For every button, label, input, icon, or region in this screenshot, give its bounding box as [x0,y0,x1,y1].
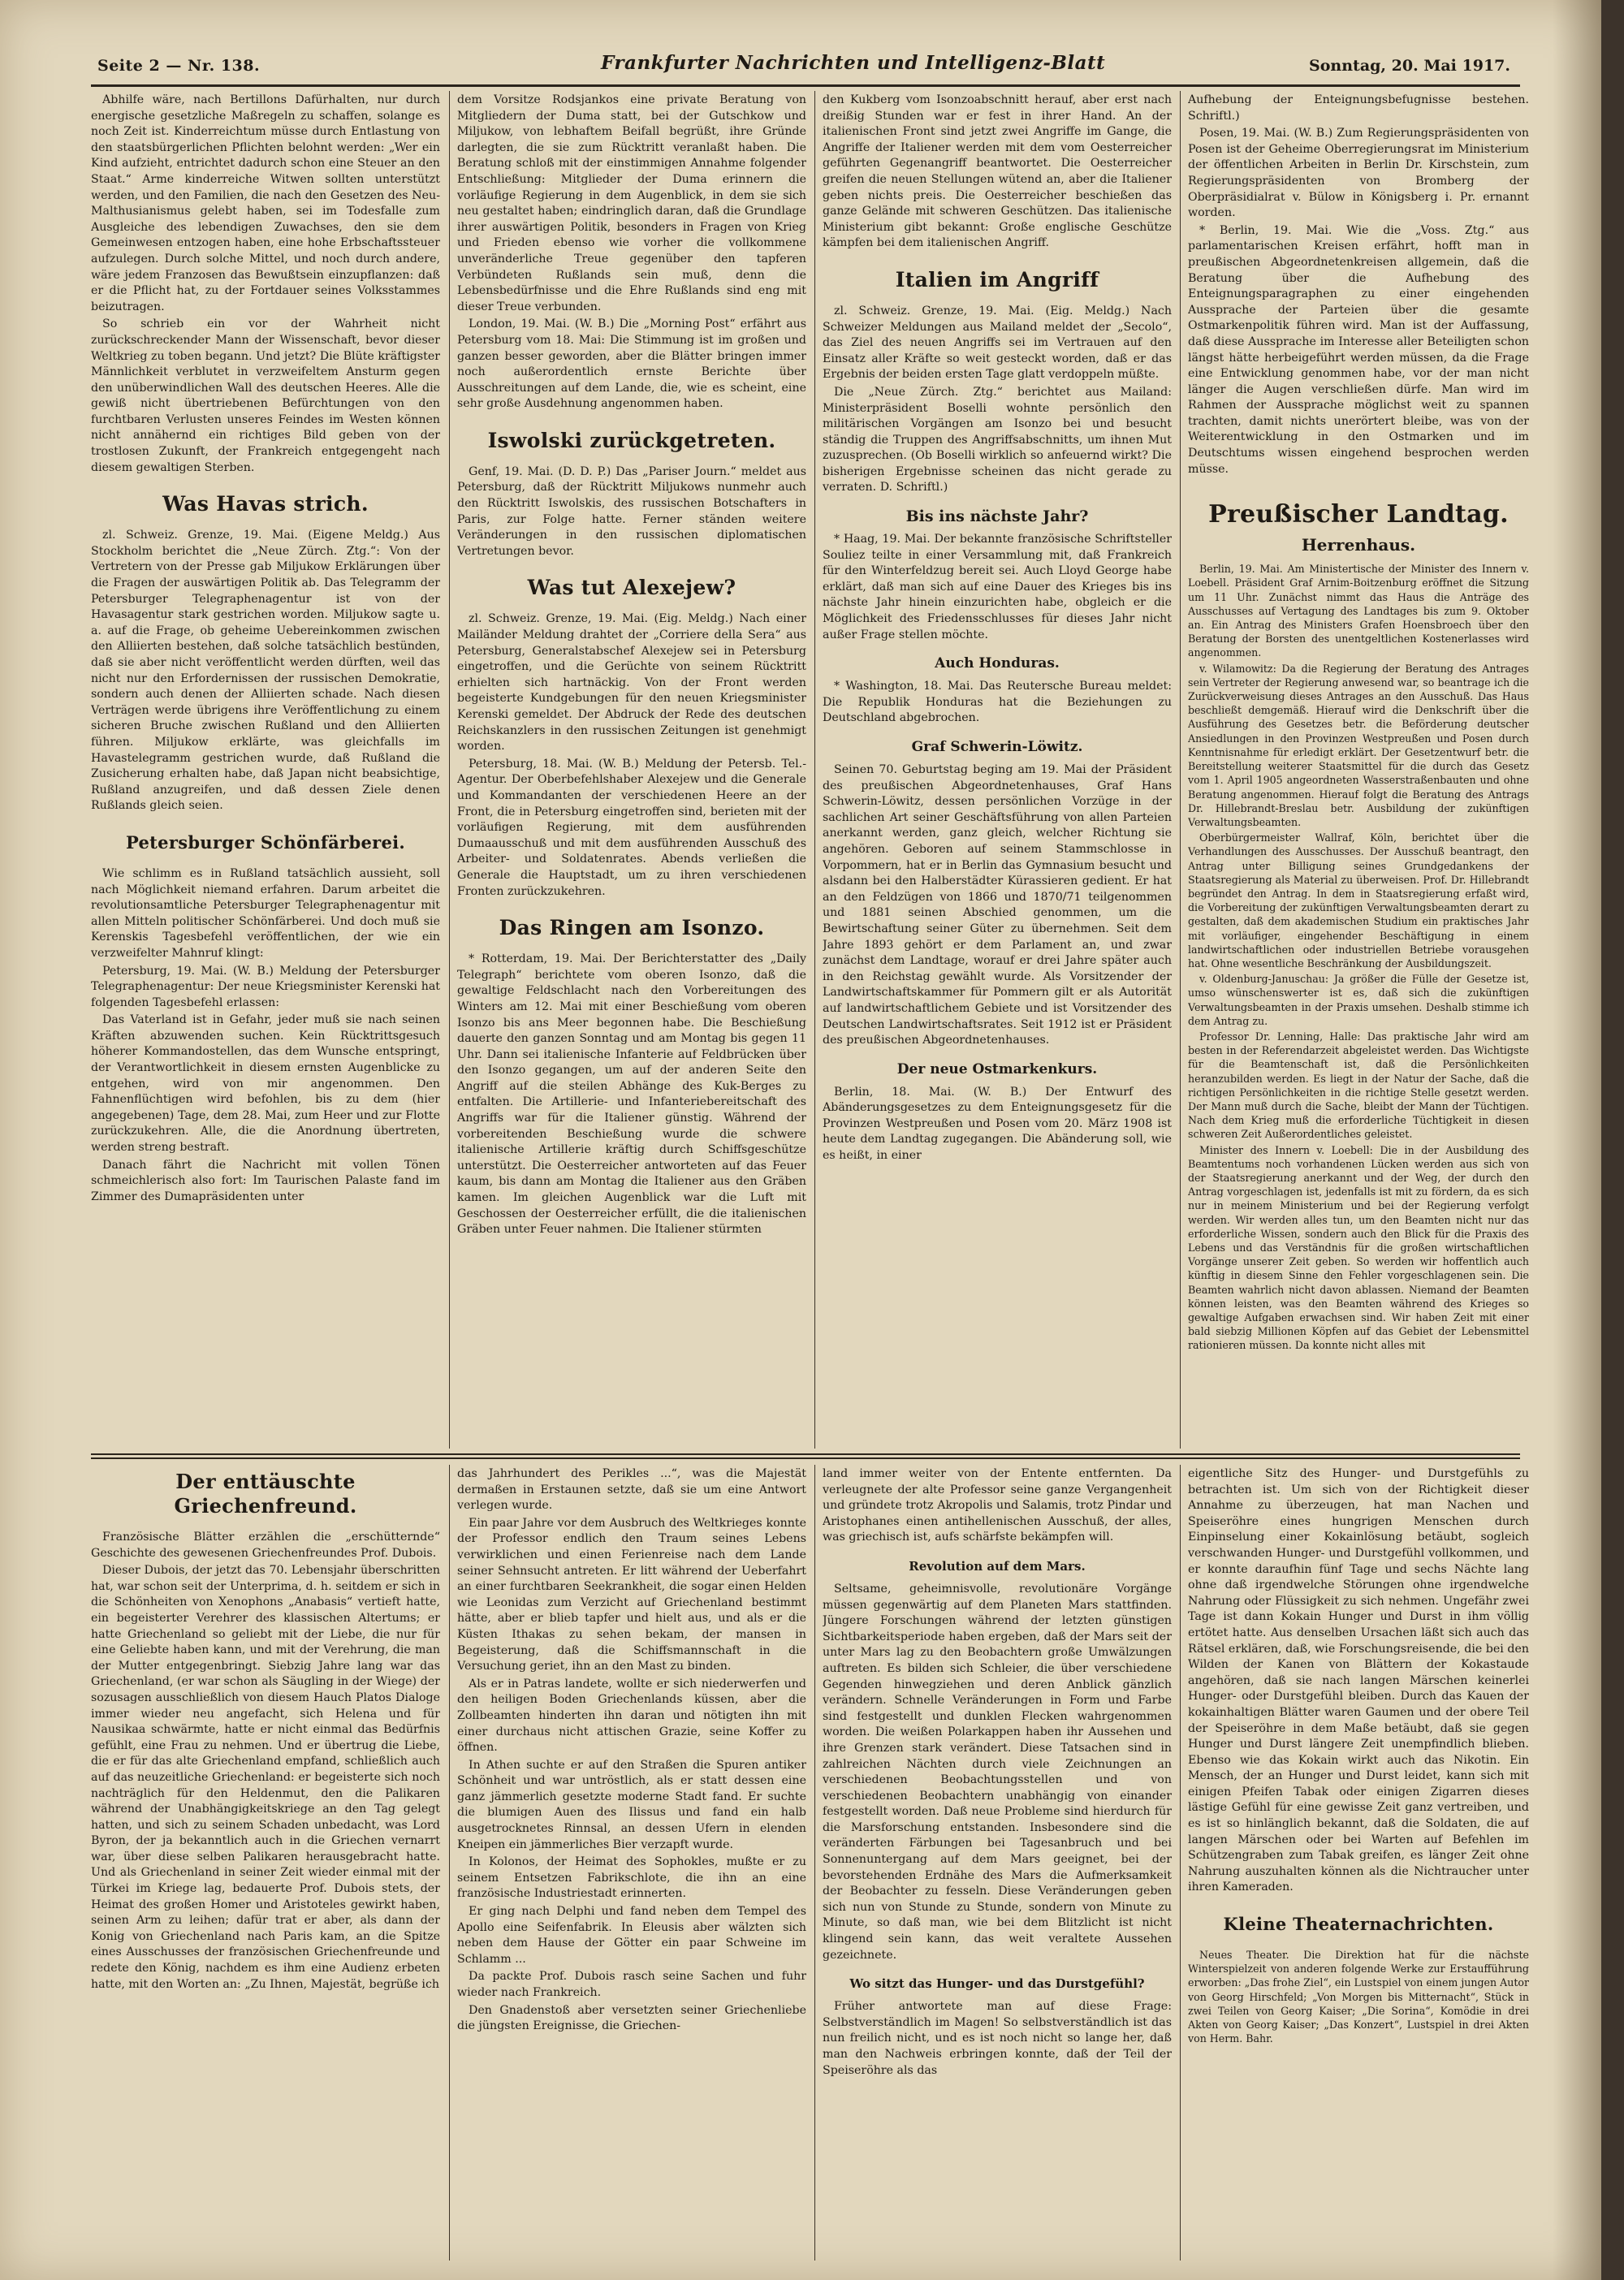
column-divider [1180,1465,1181,2261]
article-text: So schrieb ein vor der Wahrheit nicht zurückschreckender Mann der Wissenschaft, bevor dieser Weltkrieg zu toben begann. Und jetzt? Die Blüte kräftigster Männlichkeit verblutet in verzweifeltem Ansturm gegen den unüberwindlichen Wall des deutschen Heeres. Alle die gewiß nicht übertriebenen Befürchtungen von den furchtbaren Verlusten unseres Feindes im Westen können nicht annähernd ein richtiges Bild geben von der trostlosen Zukunft, der Frankreich entgegengeht nach diesem gewaltigen Sterben. [91,317,440,474]
newspaper-title: Frankfurter Nachrichten und Intelligenz-Blatt [601,52,1106,74]
headline-schwerin: Graf Schwerin-Löwitz. [911,739,1083,755]
header-rule [91,84,1520,87]
article-text: Da packte Prof. Dubois rasch seine Sachen und fuhr wieder nach Frankreich. [457,1970,806,1999]
headline-theater: Kleine Theaternachrichten. [1223,1914,1494,1935]
article-text: zl. Schweiz. Grenze, 19. Mai. (Eigene Meldg.) Aus Stockholm berichtet die „Neue Zürch. Ztg.“: Von der Vertretern von der Presse gab Miljukow Erklärungen über die Fragen der auswärtigen Politik ab. Das Telegramm der Petersburger Telegraphenagentur ist von der Havasagentur stark gestrichen worden. Miljukow sagte u. a. auf die Frage, ob geheime Uebereinkommen zwischen den Alliierten bestehen, daß solche tatsächlich bestünden, daß sie aber nicht veröffentlicht werden dürften, weil das nicht nur den Erfordernissen der russischen Demokratie, sondern auch denen der Alliierten schade. Nach diesen Verträgen werde übrigens ihre Veröffentlichung zu einem sicheren Bruche zwischen Rußland und den Alliierten führen. Miljukow erklärte, was gleichfalls im Havastelegramm gestrichen wurde, daß Rußland die Zusicherung erhalten habe, daß Japan nicht beabsichtige, Rußland anzugreifen, und daß dessen Ziele denen Rußlands gleich seien. [91,529,440,813]
issue-date: Sonntag, 20. Mai 1917. [1309,57,1510,75]
headline-ostmarken: Der neue Ostmarkenkurs. [896,1060,1098,1077]
column-6 [457,1466,806,2262]
article-text: Das Vaterland ist in Gefahr, jeder muß sie nach seinen Kräften abzuwenden suchen. Kein Rücktrittsgesuch höherer Kommandostellen, das dem Wunsche entspringt, der Verantwortlichkeit in diesem ernsten Augenblicke zu entgehen, wird von mir angenommen. Den Fahnenflüchtigen wird befohlen, bis zu dem (hier angegebenen) Tage, dem 28. Mai, zum Heer und zur Flotte zurückzukehren. Alle, die die Anordnung übertreten, werden streng bestraft. [91,1013,440,1155]
column-divider [814,91,815,1449]
article-text: den Kukberg vom Isonzoabschnitt herauf, aber erst nach dreißig Stunden war er fest in ihrer Hand. An der italienischen Front sind jetzt zwei Angriffe im Gange, die Angriffe der Italiener werden mit dem vom Oesterreicher geführten Gegenangriff beantwortet. Die Oesterreicher greifen die neuen Stellungen wütend an, aber die Italiener geben nichts preis. Die Oesterreicher beschießen das ganze Gelände mit schweren Geschützen. Das italienische Ministerium gibt bekannt: Große englische Geschütze kämpfen bei dem italienischen Angriff. [823,93,1172,250]
headline-havas: Was Havas strich. [162,492,369,516]
article-text: Petersburg, 19. Mai. (W. B.) Meldung der Petersburger Telegraphenagentur: Der neue Kriegsminister Kerenski hat folgenden Tagesbefehl erlassen: [91,964,440,1009]
headline-naechstes-jahr: Bis ins nächste Jahr? [905,507,1089,526]
article-text: Er ging nach Delphi und fand neben dem Tempel des Apollo eine Seifenfabrik. In Eleusis aber wälzten sich neben dem Hause der Götter ein paar Schweine im Schlamm ... [457,1905,806,1966]
article-text: das Jahrhundert des Perikles ...“, was die Majestät dermaßen in Erstaunen setzte, daß sie um eine Antwort verlegen wurde. [457,1467,806,1513]
article-text: Berlin, 19. Mai. Am Ministertische der Minister des Innern v. Loebell. Präsident Graf Arnim-Boitzenburg eröffnet die Sitzung um 11 Uhr. Zunächst nimmt das Haus die Anträge des Ausschusses auf Vertagung des Landtages bis zum 9. Oktober an. Ein Antrag des Ministers Grafen Hoensbroech über den Beratung der Borsten des unentgeltlichen Kostenerlasses wird angenommen. [1188,563,1529,659]
article-text: Als er in Patras landete, wollte er sich niederwerfen und den heiligen Boden Griechenlands küssen, aber die Zollbeamten hinderten ihn daran und nötigten ihn mit einer durchaus nicht attischen Grazie, seine Koffer zu öffnen. [457,1677,806,1755]
scan-edge [1601,0,1624,2280]
article-text: In Kolonos, der Heimat des Sophokles, mußte er zu seinem Entsetzen Fabrikschlote, die ihn an eine französische Industriestadt erinnerten. [457,1855,806,1901]
article-text: Dieser Dubois, der jetzt das 70. Lebensjahr überschritten hat, war schon seit der Unterprima, d. h. seitdem er sich in die Schönheiten von Xenophons „Anabasis“ vertieft hatte, ein begeisterter Verehrer des klassischen Altertums; er hatte Griechenland so geliebt mit der Liebe, die nur für eine Geliebte haben kann, und mit der Verehrung, die man der Mutter entgegenbringt. Siebzig Jahre lang war das Griechenland, (er war schon als Säugling in der Wiege) der sozusagen ausschließlich von diesem Hauch Platos Dialoge immer wieder neu angefacht, sich Helena und für Nausikaa schwärmte, hatte er nicht einmal das Bedürfnis gefühlt, eine Frau zu nehmen. Und er übertrug die Liebe, die er für das alte Griechenland empfand, schließlich auch auf das neuzeitliche Griechenland: er begeisterte sich noch nachträglich für den Heldenmut, den die Palikaren während der Unabhängigkeitskriege an den Tag gelegt hatten, und sich zu seinem Schaden unbedacht, was Lord Byron, der ja bekanntlich auch in die Griechen vernarrt war, über diese selben Palikaren herausgebracht hatte. Und als Griechenland in seiner Zeit wieder einmal mit der Türkei im Kriege lag, bedauerte Prof. Dubois stets, der Heimat des großen Homer und Aristoteles gewirkt haben, seinen Arm zu leihen; dafür trat er aber, als dann der Konig von Griechenland nach Paris kam, an die Spitze eines Ausschusses der französischen Griechenfreunde und redete den König, nachdem es ihm eine Audienz erbeten hatte, mit den Worten an: „Zu Ihnen, Majestät, begrüße ich [91,1564,440,1991]
article-text: In Athen suchte er auf den Straßen die Spuren antiker Schönheit und war untröstlich, als er statt dessen eine ganz jämmerlich gesetzte moderne Stadt fand. Er suchte die blumigen Auen des Ilissus und fand ein halb ausgetrocknetes Rinnsal, an dessen Ufern in elenden Kneipen ein jämmerliches Bier verzapft wurde. [457,1758,806,1851]
headline-honduras: Auch Honduras. [935,655,1060,672]
article-text: * Haag, 19. Mai. Der bekannte französische Schriftsteller Souliez teilte in einer Versammlung mit, daß Frankreich für den Winterfeldzug bereit sei. Auch Lloyd George habe erklärt, daß man sich auf eine Dauer des Krieges bis ins nächste Jahr hinein einzurichten habe, obgleich er die Möglichkeit des Friedensschlusses für dieses Jahr nicht außer Frage stellen möchte. [823,533,1172,641]
feuilleton-rule [91,1453,1520,1455]
headline-mars: Revolution auf dem Mars. [909,1558,1086,1574]
column-3 [823,93,1172,1449]
article-text: Seinen 70. Geburtstag beging am 19. Mai der Präsident des preußischen Abgeordnetenhauses, Graf Hans Schwerin-Löwitz, dessen persönlichen Vorzüge in der sachlichen Art seiner Geschäftsführung von allen Parteien anerkannt werden, ganz gleich, welcher Richtung sie angehören. Geboren auf seinem Stammschlosse in Vorpommern, hat er in Berlin das Gymnasium besucht und alsdann bei den Halberstädter Kürassieren gedient. Er hat an den Feldzügen von 1866 und 1870/71 teilgenommen und 1881 seinen Abschied genommen, um die Bewirtschaftung seiner Güter zu übernehmen. Seit dem Jahre 1893 gehört er dem Parlament an, und zwar zunächst dem Landtage, worauf er drei Jahre später auch in den Reichstag gewählt wurde. Als Vorsitzender der Landwirtschaftskammer für Pommern gilt er als Autorität auf landwirtschaftlichem Gebiete und ist Vorsitzender des Deutschen Landwirtschaftsrates. Seit 1912 ist er Präsident des preußischen Abgeordnetenhauses. [823,763,1172,1047]
article-text: zl. Schweiz. Grenze, 19. Mai. (Eig. Meldg.) Nach einer Mailänder Meldung drahtet der „Corriere della Sera“ aus Petersburg, Generalstabschef Alexejew sei in Petersburg eingetroffen, und die Gerüchte von seinem Rücktritt erhielten sich hartnäckig. Von der Front werden begeisterte Kundgebungen für den neuen Kriegsminister Kerenski gemeldet. Der Abdruck der Rede des deutschen Reichskanzlers in den russischen Zeitungen ist genehmigt worden. [457,612,806,754]
article-text: Wie schlimm es in Rußland tatsächlich aussieht, soll nach Möglichkeit niemand erfahren. Darum arbeitet die revolutionsamtliche Petersburger Telegraphenagentur mit allen Mitteln politischer Schönfärberei. Und doch muß sie Kerenskis Tagesbefehl veröffentlichen, der wie ein verzweifelter Mahnruf klingt: [91,866,440,960]
column-divider [1180,91,1181,1449]
article-text: Berlin, 18. Mai. (W. B.) Der Entwurf des Abänderungsgesetzes zu dem Enteignungsgesetz für die Provinzen Westpreußen und Posen vom 20. März 1908 ist heute dem Landtag zugegangen. Die Abänderung soll, wie es heißt, in einer [823,1085,1172,1163]
article-text: Petersburg, 18. Mai. (W. B.) Meldung der Petersb. Tel.-Agentur. Der Oberbefehlshaber Alexejew und die Generale und Kommandanten der verschiedenen Heere an der Front, die in Petersburg eingetroffen sind, berieten mit der vorläufigen Regierung, mit dem ausführenden Dumaausschuß und mit dem ausführenden Ausschuß des Arbeiter- und Soldatenrates. Abends verließen die Generale die Hauptstadt, um zu ihren verschiedenen Fronten zurückzukehren. [457,757,806,898]
headline-griechenfreund: Der enttäuschte Griechenfreund. [174,1470,357,1518]
article-text: land immer weiter von der Entente entfernten. Da verleugnete der alte Professor seine ganze Vergangenheit und gründete trotz Akropolis und Salamis, trotz Pindar und Aristophanes einen antihellenischen Ausschuß, der alles, was griechisch ist, aufs schärfste bekämpfen will. [823,1467,1172,1544]
article-text: eigentliche Sitz des Hunger- und Durstgefühls zu betrachten ist. Um sich von der Richtigkeit dieser Annahme zu überzeugen, hat man Nachen und Speiseröhre eines hungrigen Menschen durch Einpinselung einer Kokainlösung betäubt, sogleich verschwanden Hunger- und Durstgefühl vollkommen, und er konnte daraufhin fünf Tage und sechs Nächte lang ohne daß irgendwelche Störungen ohne irgendwelche Nahrung oder Flüssigkeit zu sich nehmen. Ungefähr zwei Tage ist dann Kokain Hunger und Durst in ihm völlig ertötet hatte. Aus denselben Ursachen läßt sich auch das Rätsel erklären, daß, wie Forschungsreisende, die bei den Wilden der Kanen von Blättern der Kokastaude angehören, daß sie nach langen Märschen keinerlei Hunger- oder Durstgefühl bleiben. Durch das Kauen der kokainhaltigen Blätter waren Gaumen und der obere Teil der Speiseröhre in dem Maße betäubt, daß sie gegen Hunger und Durst längere Zeit unempfindlich blieben. Ebenso wie das Kokain wirkt auch das Nikotin. Ein Mensch, der an Hunger und Durst leidet, kann sich mit einigen Pfeifen Tabak oder einigen Zigarren dieses lästige Gefühl für eine gewisse Zeit ganz vertreiben, und es ist so hinlänglich bekannt, daß die Soldaten, die auf langen Märschen oder bei Warten auf Befehlen im Schützengraben zum Tabak greifen, es länger Zeit ohne Nahrung auszuhalten können als die Nichtraucher unter ihren Kameraden. [1188,1467,1529,1894]
headline-iswolski: Iswolski zurückgetreten. [487,428,776,452]
column-7 [823,1466,1172,2262]
article-text: Danach fährt die Nachricht mit vollen Tönen schmeichlerisch also fort: Im Taurischen Palaste fand im Zimmer des Dumapräsidenten unter [91,1158,440,1203]
article-text: Ein paar Jahre vor dem Ausbruch des Weltkrieges konnte der Professor endlich den Traum seines Lebens verwirklichen und einen Ferienreise nach dem Lande seiner Sehnsucht antreten. Er litt während der Ueberfahrt an einer furchtbaren Seekrankheit, die sogar einen Helden wie Leonidas zum Verzicht auf Griechenland bestimmt hätte, aber er blieb tapfer und hielt aus, und als er die Küsten Ithakas zu sehen bekam, der mansen in Begeisterung, daß die Schiffsmannschaft in die Versuchung geriet, ihn an den Mast zu binden. [457,1516,806,1673]
article-text: Früher antwortete man auf diese Frage: Selbstverständlich im Magen! So selbstverständlich ist das nun freilich nicht, und es ist noch nicht so lange her, daß man den Nachweis erbringen konnte, daß der Teil der Speiseröhre als das [823,2000,1172,2077]
article-text: Französische Blätter erzählen die „erschütternde“ Geschichte des gewesenen Griechenfreundes Prof. Dubois. [91,1531,440,1560]
headline-italien: Italien im Angriff [895,267,1099,291]
article-text: v. Oldenburg-Januschau: Ja größer die Fülle der Gesetze ist, umso wünschenswerter ist es, daß sich die zukünftigen Verwaltungsbeamten in der Praxis umsehen. Deshalb stimme ich dem Antrag zu. [1188,973,1529,1027]
article-text: Neues Theater. Die Direktion hat für die nächste Winterspielzeit von anderen folgende Werke zur Erstaufführung erworben: „Das frohe Ziel“, ein Lustspiel von einem jungen Autor von Georg Hirschfeld; „Von Morgen bis Mitternacht“, Stück in zwei Teilen von Georg Kaiser; „Die Sorina“, Komödie in drei Akten von Georg Kaiser; „Das Konzert“, Lustspiel in drei Akten von Herm. Bahr. [1188,1949,1529,2045]
article-text: London, 19. Mai. (W. B.) Die „Morning Post“ erfährt aus Petersburg vom 18. Mai: Die Stimmung ist im großen und ganzen besser geworden, aber die Blätter bringen immer noch außerordentlich ernste Berichte über Ausschreitungen auf dem Lande, die, wie es scheint, eine sehr große Ausdehnung angenommen haben. [457,317,806,411]
article-text: * Rotterdam, 19. Mai. Der Berichterstatter des „Daily Telegraph“ berichtete vom oberen Isonzo, daß die gewaltige Feldschlacht nach den Vorbereitungen des Winters am 12. Mai mit einer Beschießung vom oberen Isonzo bis ans Meer begonnen habe. Die Beschießung dauerte den ganzen Sonntag und am Montag bis gegen 11 Uhr. Dann sei italienische Infanterie auf Feldbrücken über den Isonzo gegangen, um auf der anderen Seite den Angriff auf die steilen Abhänge des Kuk-Berges zu entfalten. Die Artillerie- und Infanteriebereitschaft des Angriffs war für die Italiener günstig. Während der vorbereitenden Beschießung wurde die schwere italienische Artillerie kräftig durch Schiffsgeschütze unterstützt. Die Oesterreicher antworteten auf das Feuer kaum, bis dann am Montag die Italiener aus den Gräben kamen. Im gleichen Augenblick war die Luft mit Geschossen der Oesterreicher erfüllt, die die italienischen Gräben unter Feuer nahmen. Die Italiener stürmten [457,952,806,1237]
column-5 [91,1466,440,2262]
column-divider [814,1465,815,2261]
headline-alexejew: Was tut Alexejew? [527,576,736,600]
article-text: Oberbürgermeister Wallraf, Köln, berichtet über die Verhandlungen des Ausschusses. Der Ausschuß beantragt, den Antrag unter Billigung seines Grundgedankens der Staatsregierung als Material zu überweisen. Prof. Dr. Hillebrandt begründet den Antrag. In dem in Staatsregierung erfaßt wird, die Vorbereitung der zukünftigen Verwaltungsbeamten derart zu gestalten, daß dem akademischen Studium ein praktisches Jahr mit vorläufiger, eingehender Beschäftigung in einem landwirtschaftlichen oder industriellen Betriebe vorausgehen hat. Ohne wesentliche Beschränkung der Ausbildungszeit. [1188,831,1529,969]
article-text: Posen, 19. Mai. (W. B.) Zum Regierungspräsidenten von Posen ist der Geheime Oberregierungsrat im Ministerium der öffentlichen Arbeiten in Berlin Dr. Kirschstein, zum Regierungspräsidenten von Bromberg der Oberpräsidialrat v. Bülow in Königsberg i. Pr. ernannt worden. [1188,127,1529,220]
article-text: v. Wilamowitz: Da die Regierung der Beratung des Antrages sein Vertreter der Regierung anwesend war, so beantrage ich die Zurückverweisung dieses Antrages an den Ausschuß. Das Haus beschließt demgemäß. Hierauf wird die Denkschrift über die Ausführung des Gesetzes betr. die Beförderung deutscher Ansiedlungen in den Provinzen Westpreußen und Posen durch Kenntnisnahme für erledigt erklärt. Der Gesetzentwurf betr. die Bereitstellung weiterer Staatsmittel für die durch das Gesetz vom 1. April 1905 angeordneten Wasserstraßenbauten und ohne Beratung angenommen. Hierauf folgt die Beratung des Antrags Dr. Hillebrandt-Breslau betr. Ausbildung der zukünftigen Verwaltungsbeamten. [1188,662,1529,828]
page-number: Seite 2 — Nr. 138. [97,57,261,75]
column-divider [449,91,450,1449]
article-text: Genf, 19. Mai. (D. D. P.) Das „Pariser Journ.“ meldet aus Petersburg, daß der Rücktritt Miljukows nunmehr auch den Rücktritt Iswolskis, des russischen Botschafters in Paris, zur Folge hatte. Ferner ständen weitere Veränderungen in den russischen diplomatischen Vertretungen bevor. [457,464,806,558]
headline-landtag: Preußischer Landtag. [1208,500,1509,529]
column-1 [91,93,440,1449]
article-text: Minister des Innern v. Loebell: Die in der Ausbildung des Beamtentums noch vorhandenen Lücken werden aus sich von der Staatsregierung anerkannt und der Weg, der durch den Antrag vorgeschlagen ist, jedenfalls ist mit zu fördern, da es sich nur in meinem Ministerium und bei der Regierung verfolgt werden. Wir werden alles tun, um den Beamten nicht nur das erforderliche Wissen, sondern auch den Blick für die Praxis des Lebens und das Verständnis für die großen wirtschaftlichen Vorgänge unserer Zeit geben. So werden wir hoffentlich auch künftig in diesem Sinne den Fehler vorgeschlagenen sein. Die Beamten wahrlich nicht davon ablassen. Niemand der Beamten können leisten, was den Beamten während des Krieges so gewaltige Aufgaben erwachsen sind. Wir haben Zeit mit einer bald siebzig Millionen Köpfen auf das Gebiet der Lebensmittel rationieren müssen. Da konnte nicht alles mit [1188,1143,1529,1352]
article-text: * Washington, 18. Mai. Das Reutersche Bureau meldet: Die Republik Honduras hat die Beziehungen zu Deutschland abgebrochen. [823,680,1172,725]
article-text: Seltsame, geheimnisvolle, revolutionäre Vorgänge müssen gegenwärtig auf dem Planeten Mars stattfinden. Jüngere Forschungen während der letzten günstigen Sichtbarkeitsperiode haben ergeben, daß der Mars seit der unter Mars lag zu den Beobachtern große Umwälzungen auftreten. Es bilden sich Schleier, die über verschiedene Gegenden hinwegziehen und deren Anblick gänzlich verändern. Schnelle Veränderungen in Form und Farbe sind festgestellt und dunklen Flecken wahrgenommen worden. Die weißen Polarkappen haben ihr Aussehen und ihre Grenzen stark verändert. Diese Tatsachen sind in zahlreichen Nächten durch viele Zeichnungen an verschiedenen Beobachtungsstellen und von verschiedenen Beobachtern unabhängig von einander festgestellt worden. Daß neue Probleme sind hierdurch für die Marsforschung entstanden. Insbesondere sind die veränderten Färbungen bei Tagesanbruch und bei Sonnenuntergang auf dem Mars geeignet, bei der bevorstehenden Erdnähe des Mars die Aufmerksamkeit der Beobachter zu fesseln. Diese Veränderungen geben sich nun von Stunde zu Stunde, sondern von Minute zu Minute, so daß man, wie bei dem Blitzlicht ist nicht klingend sein kann, das weit veraltete Aussehen gezeichnete. [823,1582,1172,1962]
article-text: Die „Neue Zürch. Ztg.“ berichtet aus Mailand: Ministerpräsident Boselli wohnte persönlich den militärischen Vorgängen am Isonzo bei und besucht ständig die Truppen des Angriffsabschnitts, um ihnen Mut zuzusprechen. (Ob Boselli wirklich so anfeuernd wirkt? Die bisherigen Ergebnisse scheinen das nicht gerade zu verraten. D. Schriftl.) [823,385,1172,494]
article-text: Aufhebung der Enteignungsbefugnisse bestehen. Schriftl.) [1188,93,1529,123]
article-text: Abhilfe wäre, nach Bertillons Dafürhalten, nur durch energische gesetzliche Maßregeln zu schaffen, solange es noch Zeit ist. Kinderreichtum müsse durch Entlastung von den staatsbürgerlichen Pflichten belohnt werden: „Wer ein Kind aufzieht, entrichtet dadurch schon eine Steuer an den Staat.“ Arme kinderreiche Witwen sollten unterstützt werden, und den Familien, die nach den Gesetzen des Neu-Malthusianismus gelebt haben, sei im Todesfalle zum Ausgleiche des lebendigen Zuwachses, den sie dem Gemeinwesen entzogen haben, eine hohe Erbschaftssteuer aufzulegen. Durch solche Mittel, und noch durch andere, wäre jedem Franzosen das Bewußtsein einzupflanzen: daß er die Pflicht hat, zu der Fortdauer seines Volksstammes beizutragen. [91,93,440,313]
subheadline-herrenhaus: Herrenhaus. [1301,535,1416,555]
article-text: Professor Dr. Lenning, Halle: Das praktische Jahr wird am besten in der Referendarzeit abgeleistet werden. Das Wichtigste für die Beamtenschaft ist, daß die Persönlichkeiten heranzubilden werden. Es liegt in der Natur der Sache, daß die richtigen Persönlichkeiten in die richtige Stelle gesetzt werden. Der Mann muß durch die Sache, bleibt der Mann der Tüchtigen. Nach dem Krieg muß die erforderliche Tüchtigkeit in diesen schweren Zeit Außerordentliches geleistet. [1188,1030,1529,1141]
column-divider [449,1465,450,2261]
column-8 [1188,1466,1529,2262]
feuilleton-rule [91,1457,1520,1459]
column-4 [1188,93,1529,1449]
column-2 [457,93,806,1449]
headline-hunger: Wo sitzt das Hunger- und das Durstgefühl? [849,1976,1145,1992]
article-text: * Berlin, 19. Mai. Wie die „Voss. Ztg.“ aus parlamentarischen Kreisen erfährt, hofft man in preußischen Abgeordnetenkreisen allgemein, daß die Beratung über die Aufhebung des Enteignungsparagraphen zu einer eingehenden Aussprache der Parteien über die gesamte Ostmarkenpolitik führen wird. Man ist der Auffassung, daß diese Aussprache im Interesse aller Beteiligten schon längst hätte herbeigeführt werden müssen, da die Frage eine Entwicklung genommen habe, vor der man nicht länger die Augen verschließen dürfe. Man wird im Rahmen der Aussprache möglichst weit zu spannen trachten, damit nichts unerörtert bleibe, was von der Weiterentwicklung in den Ostmarken und im Deutschtums wissen eingehend besprochen werden müsse. [1188,223,1529,476]
headline-isonzo: Das Ringen am Isonzo. [499,916,765,940]
headline-petersburg: Petersburger Schönfärberei. [125,831,406,853]
page-header [97,50,1518,83]
article-text: zl. Schweiz. Grenze, 19. Mai. (Eig. Meldg.) Nach Schweizer Meldungen aus Mailand meldet der „Secolo“, das Ziel des neuen Angriffs sei im Vertrauen auf den Einsatz aller Kräfte so weit gesteckt worden, daß er das Ergebnis der beiden ersten Tage glatt verdoppeln müßte. [823,304,1172,382]
article-text: dem Vorsitze Rodsjankos eine private Beratung von Mitgliedern der Duma statt, bei der Gutschkow und Miljukow, von lebhaftem Beifall begrüßt, ihre Gründe darlegten, die sie zum Rücktritt veranlaßt haben. Die Beratung schloß mit der einstimmigen Annahme folgender Entschließung: Mitglieder der Duma erinnern die vorläufige Regierung in dem Augenblick, in dem sie sich neu gestaltet haben; eindringlich daran, daß die Grundlage ihrer auswärtigen Politik, besonders in Fragen von Krieg und Frieden ebenso wie vorher die vollkommene unveränderliche Treue gegenüber den tapferen Verbündeten Rußlands sein muß, denn die Lebensbedürfnisse und die Ehre Rußlands sind eng mit dieser Treue verbunden. [457,93,806,313]
article-text: Den Gnadenstoß aber versetzten seiner Griechenliebe die jüngsten Ereignisse, die Griechen- [457,2003,806,2033]
